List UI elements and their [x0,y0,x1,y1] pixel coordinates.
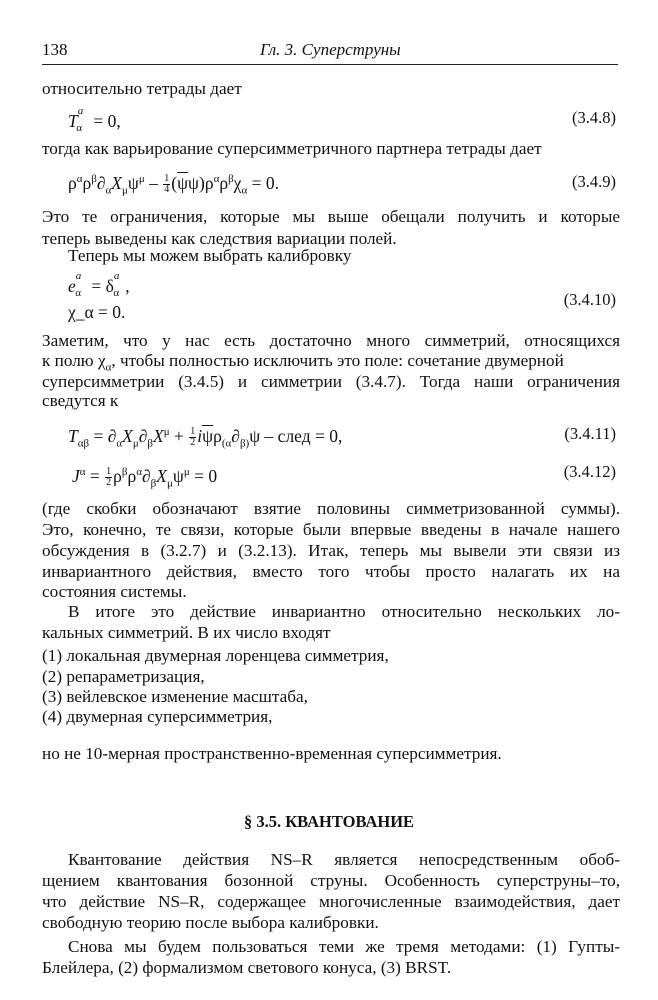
text-line: Снова мы будем пользоваться теми же тремя методами: (1) Гупты- [68,937,620,956]
text-line: кальных симметрий. В их число входят [42,623,331,642]
fraction-denominator: 4 [164,184,170,196]
fraction [163,174,170,195]
equation-3-4-8: $T^a_\alpha = 0$, [68,105,121,135]
fraction [189,427,196,448]
equation-number: (3.4.8) [572,108,616,127]
text-line: Блейлера, (2) формализмом светового конуса, (3) BRST. [42,958,452,977]
text-line: инвариантного действия, вместо того чтобы просто налагать их на [42,562,620,581]
fraction-numerator: 1 [164,173,170,185]
list-item: (1) локальная двумерная лоренцева симметрия, [42,646,389,665]
list-item: (4) двумерная суперсимметрия, [42,707,273,726]
equation-rhs: = 0. [251,172,279,193]
text-line: Квантование действия NS–R является непосредственным обоб- [68,850,620,869]
text-line: Это те ограничения, которые мы выше обещали получить и которые [42,207,620,226]
equation-rhs: – след = 0, [264,425,343,446]
fraction-denominator: 2 [106,477,112,489]
equation-3-4-12: $J^\alpha$ = $\frac{1}{2}$ $\rho^\beta\rho^\alpha\partial_\beta X_\mu\psi^\mu = 0$ [72,465,218,490]
text-line: Теперь мы можем выбрать калибровку [68,246,352,265]
equation-3-4-9: $\rho^\alpha\rho^\beta\partial_\alpha X_\mu\psi^\mu$ – $\frac{1}{4}$ $(\overline{\psi}\psi)\rho^\alpha\rho^\beta\chi_\alpha = 0$. [68,172,279,197]
text-line: свободную теорию после выбора калибровки. [42,913,379,932]
text-line: сведутся к [42,391,119,410]
fraction [105,467,112,488]
equation-3-4-10b: χ_α = 0. [68,302,126,322]
equation-number: (3.4.9) [572,172,616,191]
fraction-numerator: 1 [190,426,196,438]
fraction-numerator: 1 [106,466,112,478]
text-line: Это, конечно, те связи, которые были впервые введены в начале нашего [42,520,620,539]
text-line: суперсимметрии (3.4.5) и симметрии (3.4.7). Тогда наши ограничения [42,372,620,391]
text-line: обсуждения в (3.2.7) и (3.2.13). Итак, теперь мы вывели эти связи из [42,541,620,560]
text-line: но не 10-мерная пространственно-временная суперсимметрия. [42,744,502,763]
text-line: к полю $\chi_\alpha$, чтобы полностью исключить это поле: сочетание двумерной [42,351,564,374]
text-fragment: , чтобы полностью исключить это поле: сочетание двумерной [111,351,564,370]
text-line: что действие NS–R, содержащее многочисленные взаимодействия, дает [42,892,620,911]
text-line: состояния системы. [42,582,187,601]
list-item: (2) репараметризация, [42,667,205,686]
equation-number: (3.4.10) [563,290,616,309]
equation-number: (3.4.12) [563,462,616,481]
text-line: теперь выведены как следствия вариации полей. [42,229,397,248]
text-line: щением квантования бозонной струны. Особенность суперструны–то, [42,871,620,890]
fraction-denominator: 2 [190,437,196,449]
text-line: относительно тетрады дает [42,79,242,98]
text-line: Заметим, что у нас есть достаточно много симметрий, относящихся [42,331,620,350]
text-line: тогда как варьирование суперсимметричного партнера тетрады дает [42,139,542,158]
equation-3-4-11: $T_{\alpha\beta} = \partial_\alpha X_\mu\partial_\beta X^\mu$ + $\frac{1}{2}$ $i\overline{\psi}\rho_{(\alpha}\partial_{\beta)}\psi$ – след = 0, [68,425,343,450]
text-line: В итоге это действие инвариантно относительно нескольких ло- [68,602,620,621]
text-fragment: к полю [42,351,94,370]
equation-rhs: = 0, [93,110,121,131]
text-line: (где скобки обозначают взятие половины симметризованной суммы). [42,499,620,518]
equation-number: (3.4.11) [564,424,616,443]
list-item: (3) вейлевское изменение масштаба, [42,687,308,706]
equation-rhs: = 0 [194,465,218,486]
page-header [42,40,618,62]
section-heading: § 3.5. КВАНТОВАНИЕ [243,812,415,831]
equation-3-4-10a: $e^a_\alpha = \delta^a_\alpha$ , [68,270,130,300]
header-rule [42,64,618,65]
page-number: 138 [42,40,68,59]
running-title: Гл. 3. Суперструны [260,40,401,59]
